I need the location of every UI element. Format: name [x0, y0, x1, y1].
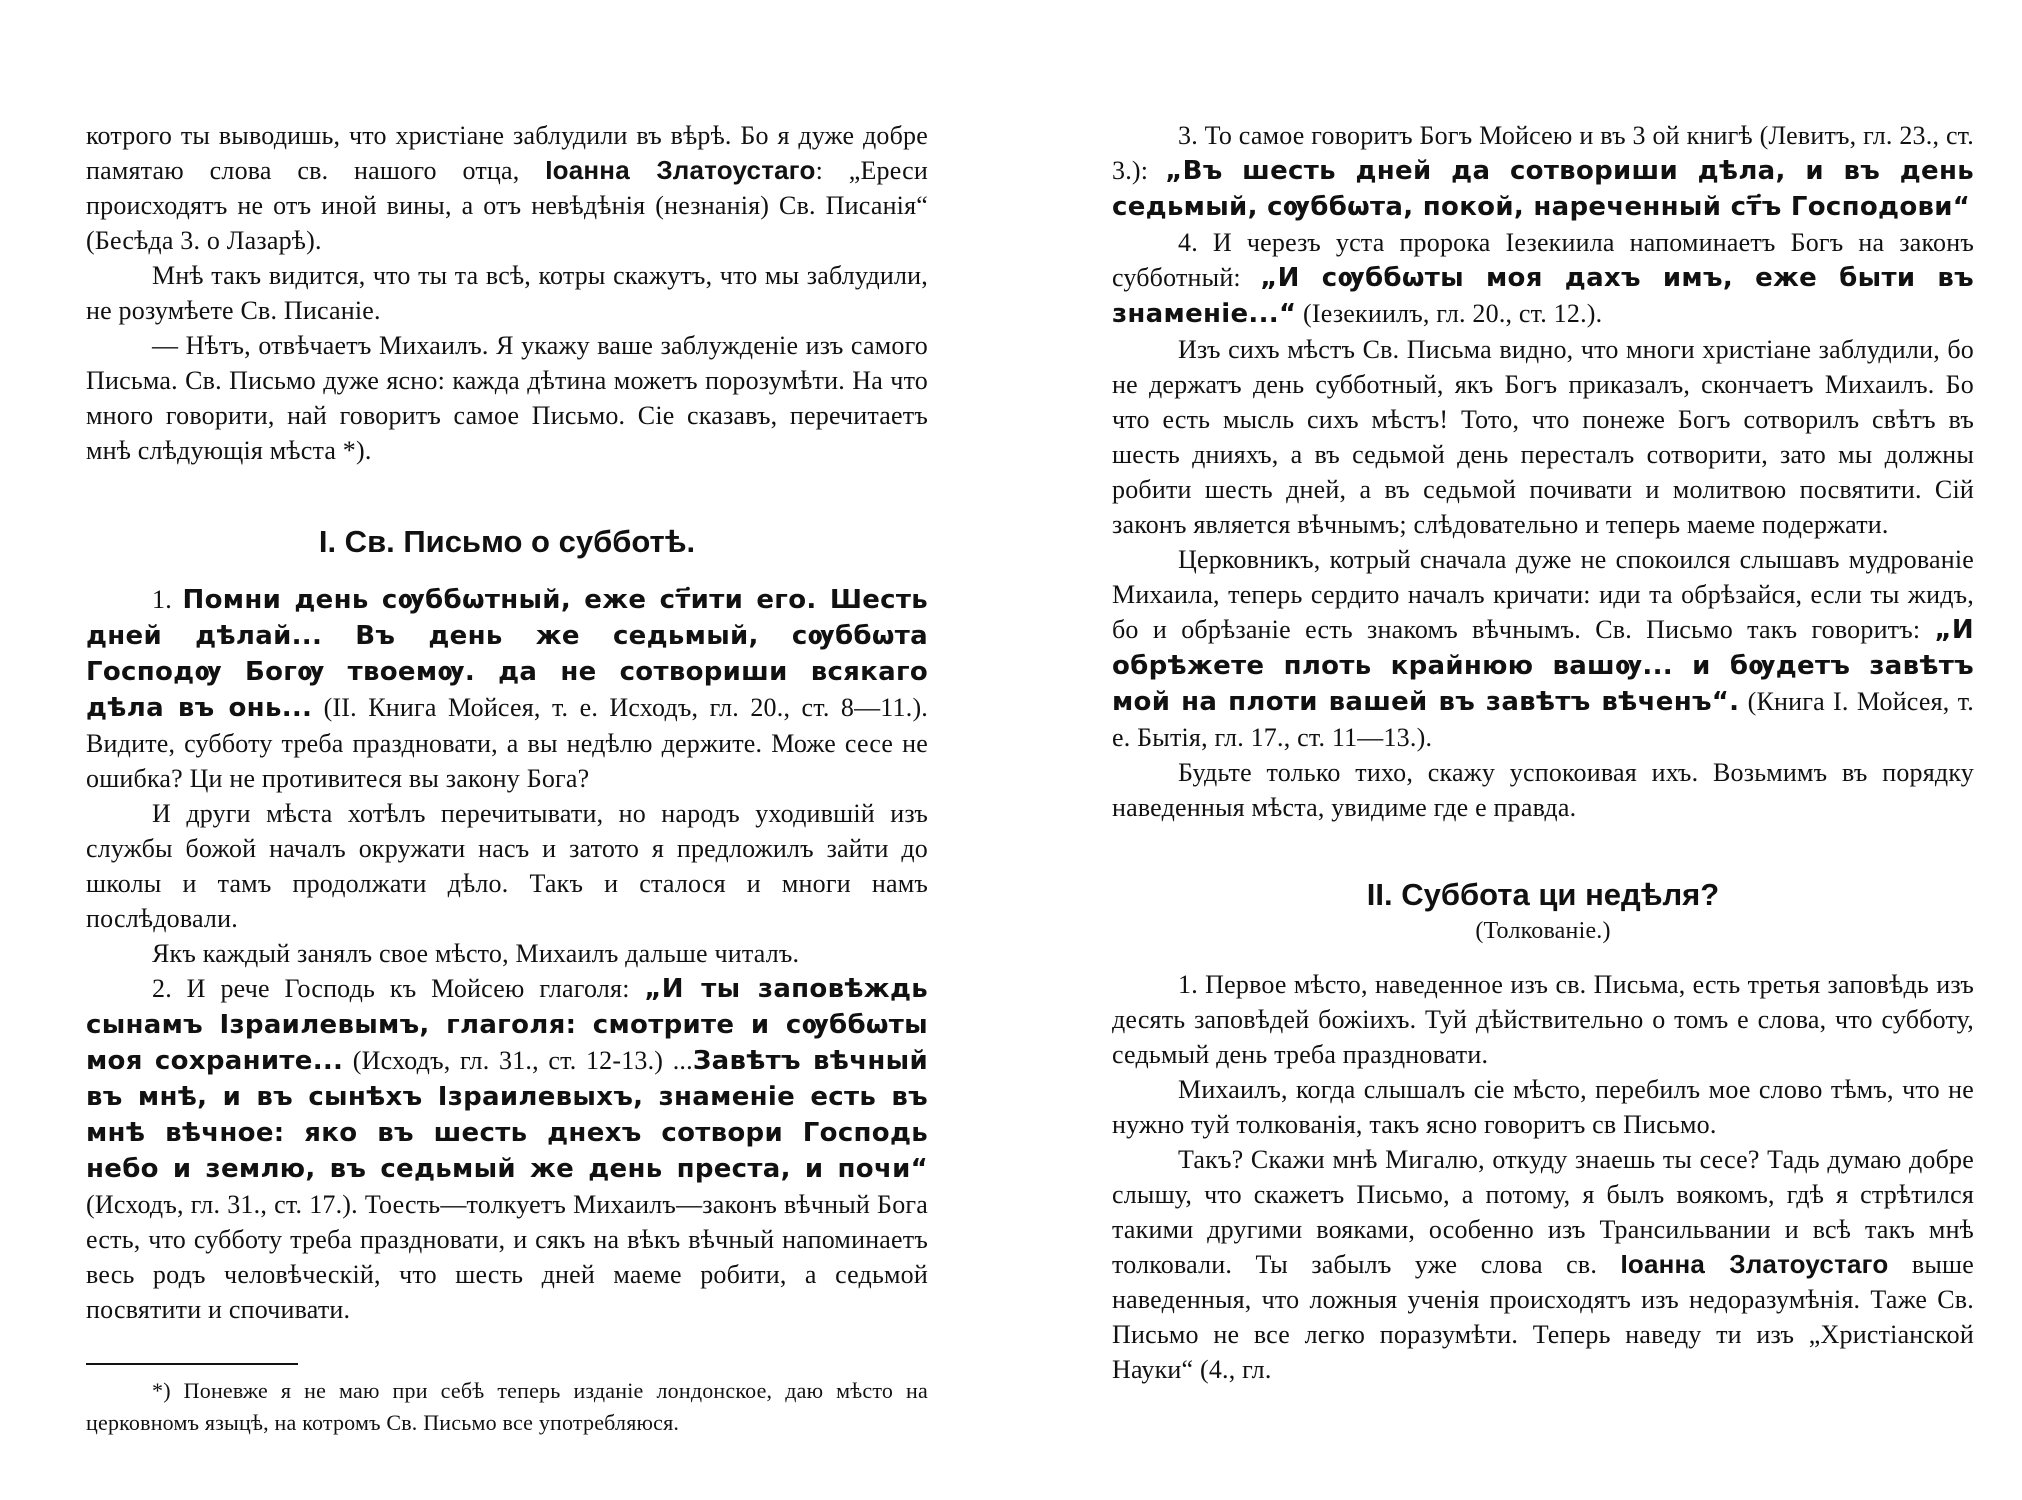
text-run: Такъ? Скажи мнѣ Мигалю, откуду знаешь ты сесе? Тадь думаю добре слышу, что скажетъ Письмо, а потому, я былъ воякомъ, гдѣ я стрѣтился такими другими вояками, особенно изъ Трансильвании и всѣ такъ мнѣ толковали. Ты забылъ уже слова св.: [1112, 1145, 1974, 1279]
right-text-column: [1112, 118, 1974, 1387]
footnote: *) Поневже я не маю при себѣ теперь изданіе лондонское, даю мѣсто на церковномъ языцѣ, на котромъ Св. Письмо все употребляюся.: [86, 1378, 928, 1435]
scripture-quote: „И ты заповѣждь сынамъ Ізраилевымъ, глаголя: смотрите и сѹббѡты моя сохраните...: [86, 974, 928, 1076]
paragraph: [1112, 1142, 1974, 1387]
paragraph: 1. Первое мѣсто, наведенное изъ св. Письма, есть третья заповѣдь изъ десять заповѣдей божіихъ. Туй дѣйствительно о томъ е слова, что субботу, седьмый день треба праздновати.: [1112, 970, 1974, 1069]
paragraph: — Нѣтъ, отвѣчаетъ Михаилъ. Я укажу ваше заблужденіе изъ самого Письма. Св. Письмо дуже ясно: кажда дѣтина можетъ порозумѣти. На что много говорити, най говоритъ самое Письмо. Сіе сказавъ, перечитаетъ мнѣ слѣдующія мѣста *).: [86, 331, 928, 465]
saint-name: Іоанна Златоустаго: [545, 155, 816, 185]
text-run: 2. И рече Господь къ Мойсею глаголя:: [152, 974, 645, 1003]
item-number: 1.: [152, 585, 183, 614]
paragraph: Якъ каждый занялъ свое мѣсто, Михаилъ дальше читалъ.: [152, 939, 800, 968]
paragraph: Мнѣ такъ видится, что ты та всѣ, котры скажутъ, что мы заблудили, не розумѣете Св. Писаніе.: [86, 261, 928, 325]
paragraph: [86, 118, 928, 258]
text-run: 4. И черезъ уста пророка Іезекиила напоминаетъ Богъ на законъ субботный:: [1112, 228, 1974, 292]
footnote-rule: [86, 1363, 298, 1365]
text-run: (Іезекиилъ, гл. 20., ст. 12.).: [1296, 299, 1603, 328]
paragraph: [1112, 118, 1974, 225]
text-run: (Исходъ, гл. 31., ст. 17.). Тоесть—толкуетъ Михаилъ—законъ вѣчный Бога есть, что субботу треба праздновати, и сякъ на вѣкъ вѣчный напоминаетъ весь родъ человѣческій, что шесть дней маеме робити, а седьмой посвятити и спочивати.: [86, 1190, 928, 1324]
paragraph: [1112, 542, 1974, 755]
section-subheading: (Толкованіе.): [1475, 918, 1611, 944]
paragraph: И други мѣста хотѣлъ перечитывати, но народъ уходившій изъ службы божой началъ окружати насъ и затото я предложилъ зайти до школы и тамъ продолжати дѣло. Такъ и сталося и многи намъ послѣдовали.: [86, 799, 928, 933]
scripture-quote: Помни день сѹббѡтный, еже ст҃ити его. Шесть дней дѣлай... Въ день же седьмый, сѹббѡта Господѹ Богѹ твоемѹ. да не сотвориши всякаго дѣла въ онь...: [86, 585, 928, 723]
text-run: выше наведенныя, что ложныя ученія происходятъ изъ недоразумѣнія. Таже Св. Письмо не все легко поразумѣти. Теперь наведу ти изъ „Христіанской Науки“ (4., гл.: [1112, 1250, 1974, 1384]
section-heading: II. Суббота ци недѣля?: [1366, 877, 1720, 912]
paragraph: [86, 582, 928, 796]
paragraph: Будьте только тихо, скажу успокоивая ихъ. Возьмимъ въ порядку наведенныя мѣста, увидиме где е правда.: [1112, 758, 1974, 822]
scripture-quote: „Въ шесть дней да сотвориши дѣла, и въ день седьмый, сѹббѡта, покой, нареченный ст҃ъ Господови“: [1112, 156, 1974, 222]
saint-name: Іоанна Златоустаго: [1620, 1249, 1889, 1279]
right-page: [1011, 0, 2022, 1500]
text-run: (Исходъ, гл. 31., ст. 12-13.) ...: [343, 1046, 693, 1075]
text-run: Церковникъ, котрый сначала дуже не спокоился слышавъ мудрованіе Михаила, теперь сердито началъ кричати: иди та обрѣзайся, если ты жидъ, бо и обрѣзаніе есть знакомъ вѣчнымъ. Св. Письмо такъ говоритъ:: [1112, 545, 1974, 644]
text-run: (Книга I. Мойсея, т. е. Бытія, гл. 17., ст. 11—13.).: [1112, 687, 1974, 752]
scripture-quote: Завѣтъ вѣчный въ мнѣ, и въ сынѣхъ Ізраилевыхъ, знаменіе есть въ мнѣ вѣчное: яко въ шесть днехъ сотвори Господь небо и землю, въ седьмый же день преста, и почи“: [86, 1046, 928, 1184]
left-text-column: [86, 118, 928, 1439]
paragraph: Михаилъ, когда слышалъ сіе мѣсто, перебилъ мое слово тѣмъ, что не нужно туй толкованія, такъ ясно говоритъ св Письмо.: [1112, 1075, 1974, 1139]
text-run: (II. Книга Мойсея, т. е. Исходъ, гл. 20., ст. 8—11.). Видите, субботу треба праздновати, а вы недѣлю держите. Може сесе не ошибка? Ци не противитеся вы закону Бога?: [86, 693, 928, 793]
scripture-quote: „И обрѣжете плоть крайнюю вашѹ... и бѹдетъ завѣтъ мой на плоти вашей въ завѣтъ вѣченъ“.: [1112, 615, 1974, 717]
paragraph: Изъ сихъ мѣстъ Св. Письма видно, что многи христіане заблудили, бо не держатъ день субботный, якъ Богъ приказалъ, скончаетъ Михаилъ. Бо что есть мысль сихъ мѣстъ! Тото, что понеже Богъ сотворилъ свѣтъ въ шесть днияхъ, а въ седьмой день пересталъ сотворити, зато мы должны робити шесть дней, а въ седьмой почивати и молитвою посвятити. Сій законъ является вѣчнымъ; слѣдовательно и теперь маеме подержати.: [1112, 335, 1974, 539]
text-run: 3. То самое говоритъ Богъ Мойсею и въ 3 ой книгѣ (Левитъ, гл. 23., ст. 3.):: [1112, 121, 1974, 185]
paragraph: [1112, 225, 1974, 332]
text-run: котрого ты выводишь, что христіане заблудили въ вѣрѣ. Бо я дуже добре памятаю слова св. нашого отца,: [86, 121, 928, 185]
scripture-quote: „И сѹббѡты моя дахъ имъ, еже быти въ знаменіе...“: [1112, 263, 1974, 329]
section-heading: I. Св. Письмо о субботѣ.: [318, 524, 696, 559]
text-run: : „Ереси происходятъ не отъ иной вины, а отъ невѣдѣнія (незнанія) Св. Писанія“ (Бесѣда 3. о Лазарѣ).: [86, 156, 928, 255]
paragraph: [86, 971, 928, 1327]
